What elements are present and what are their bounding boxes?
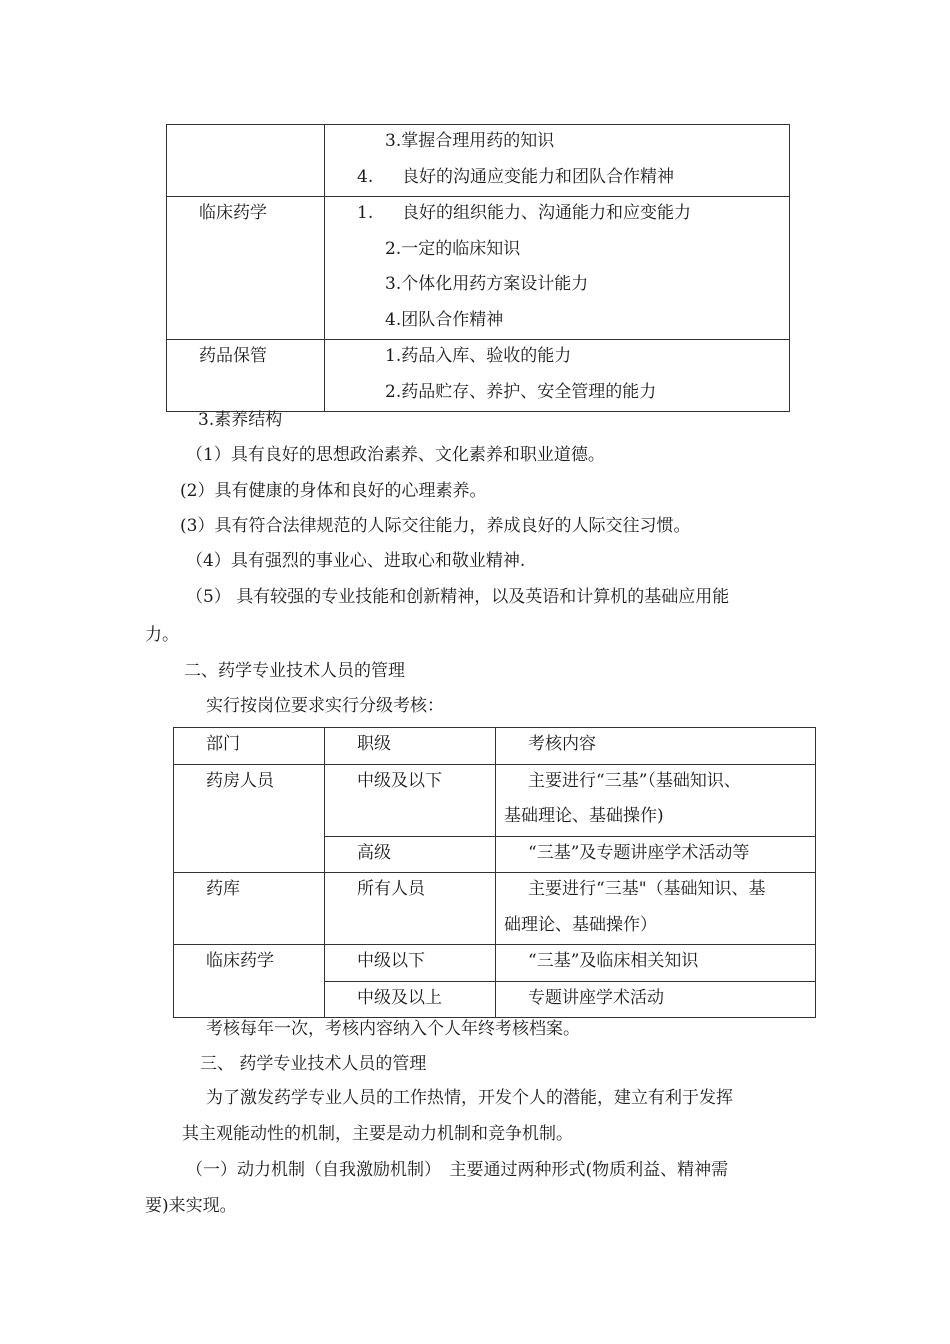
skills-table [166, 124, 790, 412]
table-header-row [174, 728, 816, 765]
table-row [167, 197, 790, 340]
level-cell: 所有人员 [325, 873, 496, 945]
skills-cell [325, 197, 790, 340]
section-heading: 三、 药学专业技术人员的管理 [200, 1054, 427, 1074]
paragraph: 实行按岗位要求实行分级考核： [206, 696, 444, 716]
dept-cell [167, 340, 325, 412]
dept-label: 药品保管 [199, 346, 267, 366]
list-item: 4. 良好的沟通应变能力和团队合作精神 [357, 166, 674, 187]
paragraph: （一）动力机制（自我激励机制） 主要通过两种形式(物质利益、精神需 [186, 1160, 729, 1180]
content-cell: 主要进行“三基"（基础知识、基 础理论、基础操作） [496, 873, 816, 945]
level-cell: 中级以下 [325, 945, 496, 982]
dept-cell: 药库 [174, 873, 325, 945]
paragraph: (2）具有健康的身体和良好的心理素养。 [180, 481, 487, 501]
skills-cell [325, 340, 790, 412]
table-row [174, 873, 816, 945]
paragraph: （1）具有良好的思想政治素养、文化素养和职业道德。 [186, 445, 605, 465]
dept-label: 临床药学 [199, 203, 267, 223]
dept-cell: 药房人员 [174, 764, 325, 873]
list-item: 4.团队合作精神 [385, 309, 504, 330]
paragraph: 为了激发药学专业人员的工作热情，开发个人的潜能，建立有利于发挥 [206, 1088, 733, 1108]
content-cell: 专题讲座学术活动 [496, 981, 816, 1018]
list-item: 3.个体化用药方案设计能力 [385, 274, 589, 294]
dept-label [167, 125, 324, 161]
paragraph-continuation: 其主观能动性的机制，主要是动力机制和竞争机制。 [182, 1124, 573, 1144]
dept-cell [167, 125, 325, 197]
section-heading: 二、药学专业技术人员的管理 [184, 661, 405, 681]
table-row [167, 340, 790, 412]
paragraph: （4）具有强烈的事业心、进取心和敬业精神. [186, 551, 526, 571]
table-row [174, 764, 816, 836]
list-item: 1.药品入库、验收的能力 [385, 346, 572, 366]
skills-cell [325, 125, 790, 197]
list-item: 2.一定的临床知识 [385, 238, 521, 259]
list-item: 2.药品贮存、养护、安全管理的能力 [385, 381, 657, 402]
dept-cell: 临床药学 [174, 945, 325, 1018]
table-row [167, 125, 790, 197]
list-item: 1. 良好的组织能力、沟通能力和应变能力 [357, 203, 691, 223]
level-cell: 中级及以上 [325, 981, 496, 1018]
level-cell: 中级及以下 [325, 764, 496, 836]
table-header: 部门 [174, 728, 325, 765]
paragraph-continuation: 力。 [145, 625, 179, 645]
paragraph-continuation: 要)来实现。 [145, 1196, 237, 1216]
level-cell: 高级 [325, 836, 496, 873]
content-cell: “三基”及临床相关知识 [496, 945, 816, 982]
section-title: 3.素养结构 [198, 410, 283, 430]
content-cell: 主要进行“三基”（基础知识、 基础理论、基础操作) [496, 764, 816, 836]
content-cell: “三基”及专题讲座学术活动等 [496, 836, 816, 873]
table-row [174, 945, 816, 982]
list-item: 3.掌握合理用药的知识 [385, 131, 555, 151]
paragraph: 考核每年一次，考核内容纳入个人年终考核档案。 [206, 1019, 580, 1039]
table-header: 职级 [325, 728, 496, 765]
assessment-table [173, 727, 816, 1018]
paragraph: （5） 具有较强的专业技能和创新精神，以及英语和计算机的基础应用能 [186, 587, 730, 607]
dept-cell [167, 197, 325, 340]
paragraph: (3）具有符合法律规范的人际交往能力，养成良好的人际交往习惯。 [180, 516, 691, 536]
table-header: 考核内容 [496, 728, 816, 765]
